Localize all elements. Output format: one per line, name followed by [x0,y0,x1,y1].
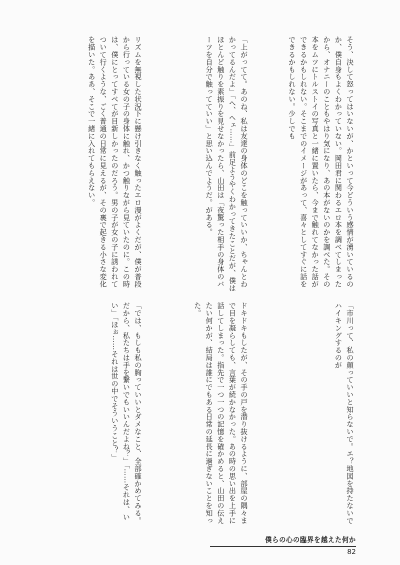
text-column [260,36,356,292]
text-column [154,36,250,292]
text-column [48,302,144,530]
text-column [260,302,356,530]
paragraph: ドキドキもしたが、その手の戸を潜り抜けるように、部屋の隅々まで目を凝らしても、言葉が続かなかった。あの時の思い出を上手に話してしまった。指先で一つ一つの記憶を確かめると、山田の伝えたい何かが、結局は誰にでもある日常の延長に過ぎないことを知った。 [193,302,249,524]
page-footer [210,534,356,556]
upper-tier [48,36,356,292]
paragraph: 「市川って、私の顔っていいと知らないで。エ？地図を持たないでハイキングするのが [334,302,355,524]
running-title: 僕らの心の臨界を越えた何か [210,534,356,547]
paragraph: リズムを無視した状況下に懸け引きなく触ったエロ漫がよくだが、僕が普段から行っている女の子の身体に触れ、かつ触りながら見ていたのに。この時は、僕にとってすべてが目新しかったのだろう。男の子が女の子に誘われてついて行くような、ごく普通の日常に見えるが、その裏で起きる小さな変化を描いた。ああ、そこで一緒に入れてもらえない。 [87,36,143,288]
paragraph: 「上がってて。あのね、私は友達の身体のどこを触っていいか、ちゃんとわかってるんだよ」「ヘ、ヘェ……」前足ようやくわかってきたことだが、僕はほとんど触りを素振りを見せなかったら、山田は「夜驚った相手の身体のバーツを自分で触ってていい」と思い込んでようだ。がある。 [205,36,249,292]
paragraph: 「では、もしも私の胸っていいとダメなこと、全部確かめてみる。だから、私たちは手を繋いでもいいんだよね？」「……それは、いい」「ほぉ……それは世の中でそういうこと？」 [110,302,143,524]
text-column [154,302,250,530]
paragraph: そう、決して怒ってはいないが、かといって今どういう感情が湧いているのか、僕自身もよくわかっていない。岡田君に関わるエロ本を調べてしまったから、オナニーのこともやはり気になり、あの本がないのかを調べた。その本をムツにトルストイの写真と一緒に置いたら、今まで触れてなかった話ができるかもしれない。そこまでのイメージがあって、喜々としてすぐに話をできるかもしれない。少しでも [288,36,355,288]
page-number: 82 [347,548,356,556]
text-column [48,36,144,292]
lower-tier [48,302,356,530]
